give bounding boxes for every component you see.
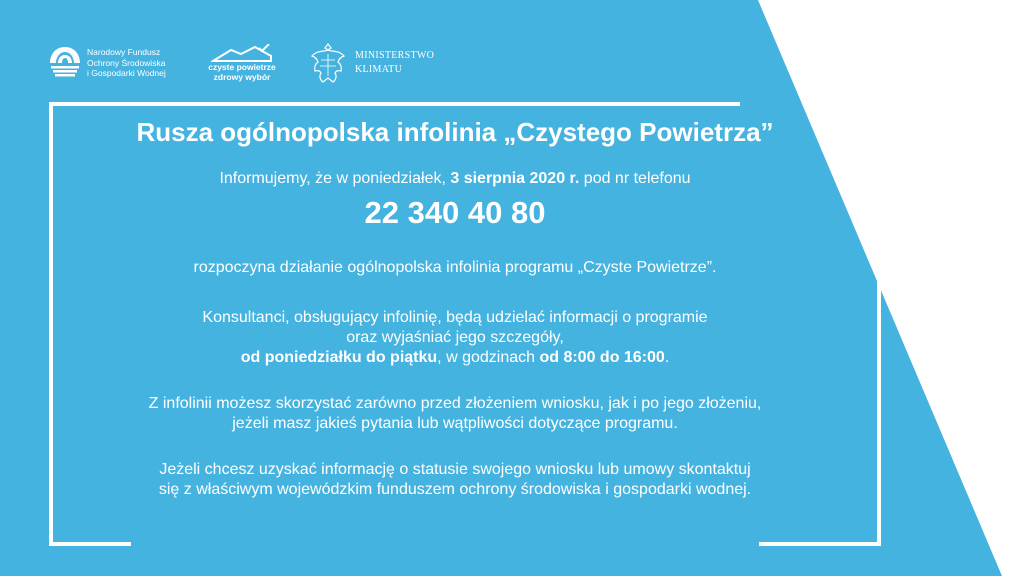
czyste-powietrze-line-2: zdrowy wybór [213,72,271,82]
logo-bar [48,38,434,88]
ministerstwo-line-1: MINISTERSTWO [355,50,435,61]
consultants-line-2: oraz wyjaśniać jego szczegóły, [346,329,564,346]
intro-text: Informujemy, że w poniedziałek, [219,170,451,187]
paragraph-usage [60,394,850,434]
hours-suffix: . [664,349,670,366]
working-days: od poniedziałku do piątku [240,349,438,366]
house-check-icon [211,44,273,62]
hours-prefix: , w godzinach [437,349,540,366]
usage-line-1: Z infolinii możesz skorzystać zarówno przed złożeniem wniosku, jak i po jego złożeniu, [148,395,762,412]
nfosigw-line-1: Narodowy Fundusz [87,47,161,58]
status-line-2: się z właściwym wojewódzkim funduszem ochrony środowiska i gospodarki wodnej. [158,481,752,498]
nfosigw-logo [48,43,177,83]
nfosigw-line-2: Ochrony Środowiska [87,57,166,68]
paragraph-launch: rozpoczyna działanie ogólnopolska infolinia programu „Czyste Powietrze”. [193,259,717,276]
nfosigw-emblem-icon [48,43,82,83]
paragraph-status [60,460,850,500]
announcement-content [60,115,850,500]
intro-line [60,169,850,189]
nfosigw-line-3: i Gospodarki Wodnej [87,68,166,79]
phone-number: 22 340 40 80 [364,195,546,230]
ministerstwo-logo [309,40,434,86]
eagle-emblem-icon [309,40,347,86]
czyste-powietrze-logo [205,44,279,82]
intro-text-end: pod nr telefonu [579,170,691,187]
consultants-line-1: Konsultanci, obsługujący infolinię, będą udzielać informacji o programie [202,309,708,326]
paragraph-consultants [60,308,850,368]
working-hours: od 8:00 do 16:00 [539,349,665,366]
consultants-line-3 [60,348,850,368]
start-date: 3 sierpnia 2020 r. [450,170,580,187]
status-line-1: Jeżeli chcesz uzyskać informację o statusie swojego wniosku lub umowy skontaktuj [159,461,751,478]
headline: Rusza ogólnopolska infolinia „Czystego Powietrza” [136,117,774,147]
ministerstwo-line-2: KLIMATU [355,64,403,75]
czyste-powietrze-line-1: czyste powietrze [208,62,276,72]
usage-line-2: jeżeli masz jakieś pytania lub wątpliwości dotyczące programu. [232,415,678,432]
